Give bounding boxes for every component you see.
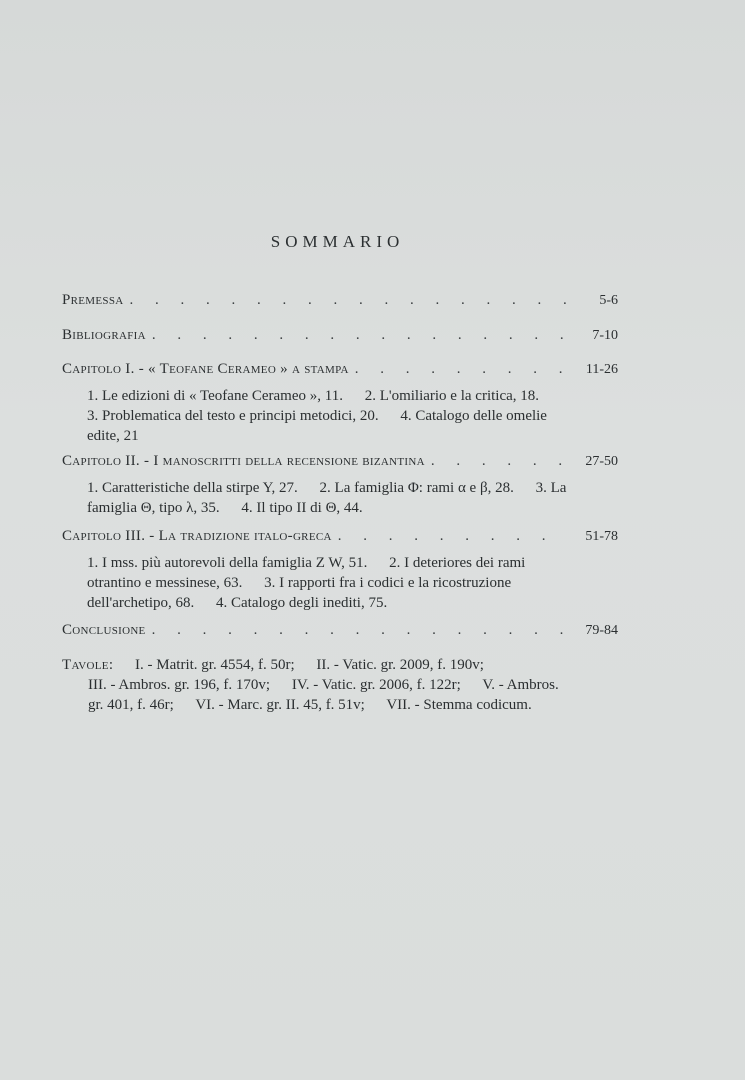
entry-label: Premessa xyxy=(62,292,124,308)
entry-pages: 5-6 xyxy=(599,293,618,308)
section-item: 4. Catalogo degli inediti, 75. xyxy=(216,595,388,611)
section-item: 1. Le edizioni di « Teofane Cerameo », 11. xyxy=(87,388,343,404)
section-item: 1. Caratteristiche della stirpe Y, 27. xyxy=(87,480,298,496)
entry-pages: 27-50 xyxy=(585,454,618,469)
entry-pages: 11-26 xyxy=(585,362,618,377)
section-list xyxy=(87,478,570,518)
entry-label: Tavole: xyxy=(62,657,114,673)
leader-dots xyxy=(355,359,568,379)
entry-label: Capitolo II. - I manoscritti della recensione bizantina xyxy=(62,453,425,469)
leader-dots xyxy=(129,290,568,310)
section-list xyxy=(87,553,570,613)
leader-dots xyxy=(431,451,568,471)
toc-entry-capitolo-3 xyxy=(62,526,618,613)
section-list xyxy=(87,386,570,446)
toc-entry-tavole xyxy=(62,655,618,715)
entry-label: Capitolo I. - « Teofane Cerameo » a stampa xyxy=(62,361,349,377)
entry-pages: 51-78 xyxy=(585,529,618,544)
leader-dots xyxy=(338,526,568,546)
plate-item: III. - Ambros. gr. 196, f. 170v; xyxy=(88,677,271,693)
plate-item: I. - Matrit. gr. 4554, f. 50r; xyxy=(135,657,295,673)
entry-label: Capitolo III. - La tradizione italo-greca xyxy=(62,528,332,544)
plate-list xyxy=(88,675,570,715)
section-item: 4. Il tipo II di Θ, 44. xyxy=(241,500,363,516)
section-item: 1. I mss. più autorevoli della famiglia Z W, 51. xyxy=(87,555,368,571)
plate-item: IV. - Vatic. gr. 2006, f. 122r; xyxy=(291,677,461,693)
toc-entry-bibliografia xyxy=(62,325,618,346)
page-title: SOMMARIO xyxy=(270,232,405,251)
section-item: 2. La famiglia Φ: rami α e β, 28. xyxy=(319,480,514,496)
toc-entry-premessa xyxy=(62,290,618,311)
section-item: 3. Problematica del testo e principi metodici, 20. xyxy=(87,408,379,424)
section-item: 3. La famiglia Θ, tipo λ, 35. xyxy=(87,480,567,516)
section-item: 4. Catalogo delle omelie edite, 21 xyxy=(87,408,547,444)
section-item: 2. L'omiliario e la critica, 18. xyxy=(364,388,540,404)
plate-item: VI. - Marc. gr. II. 45, f. 51v; xyxy=(195,697,365,713)
section-item: 2. I deteriores dei rami otrantino e messinese, 63. xyxy=(87,555,526,591)
plate-item: VII. - Stemma codicum. xyxy=(386,697,532,713)
section-item: 3. I rapporti fra i codici e la ricostruzione dell'archetipo, 68. xyxy=(87,575,512,611)
leader-dots xyxy=(152,620,568,640)
entry-pages: 79-84 xyxy=(585,623,618,638)
entry-pages: 7-10 xyxy=(592,328,618,343)
toc-entry-capitolo-2 xyxy=(62,451,618,518)
entry-label: Bibliografia xyxy=(62,327,146,343)
leader-dots xyxy=(152,325,568,345)
plate-item: II. - Vatic. gr. 2009, f. 190v; xyxy=(316,657,484,673)
toc-entry-conclusione xyxy=(62,620,618,641)
entry-label: Conclusione xyxy=(62,622,146,638)
toc-entry-capitolo-1 xyxy=(62,359,618,446)
plate-item: V. - Ambros. gr. 401, f. 46r; xyxy=(88,677,559,713)
